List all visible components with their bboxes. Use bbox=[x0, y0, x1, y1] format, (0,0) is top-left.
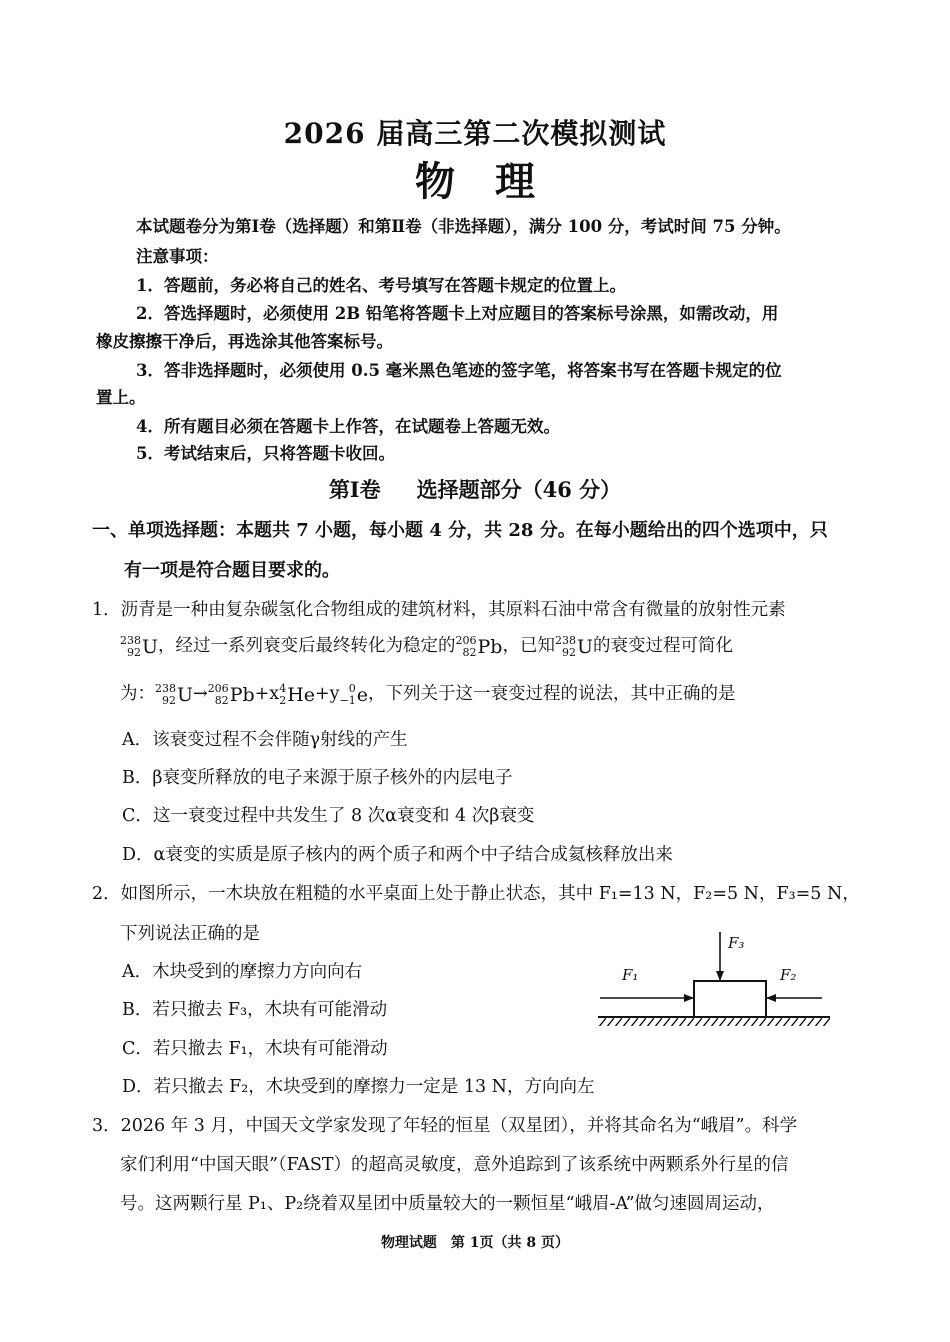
label-f2: F₂ bbox=[780, 966, 797, 984]
nuclide-u238-b: 238 92 U bbox=[554, 633, 593, 659]
notice-item-3a: 3．答非选择题时，必须使用 0.5 毫米黑色笔迹的签字笔，将答案书写在答题卡规定的位 bbox=[136, 361, 782, 380]
q2-option-c: C．若只撤去 F₁，木块有可能滑动 bbox=[122, 1039, 388, 1059]
nuclide-u238: 238 92 U bbox=[120, 633, 159, 659]
q2-option-b: B．若只撤去 F₃，木块有可能滑动 bbox=[122, 1000, 388, 1020]
notice-heading: 注意事项： bbox=[136, 247, 219, 266]
part1-heading-line1: 一、单项选择题：本题共 7 小题，每小题 4 分，共 28 分。在每小题给出的四个选项中，只 bbox=[92, 520, 828, 541]
subject-title: 物理 bbox=[415, 158, 575, 205]
q2-line2: 下列说法正确的是 bbox=[120, 924, 260, 944]
q2-option-a: A．木块受到的摩擦力方向向右 bbox=[122, 962, 363, 982]
q1-line1: 1．沥青是一种由复杂碳氢化合物组成的建筑材料，其原料石油中常含有微量的放射性元素 bbox=[92, 600, 786, 620]
q1-option-a: A．该衰变过程不会伴随γ射线的产生 bbox=[122, 730, 408, 750]
notice-item-2a: 2．答选择题时，必须使用 2B 铅笔将答题卡上对应题目的答案标号涂黑，如需改动，用 bbox=[136, 304, 779, 323]
label-f3: F₃ bbox=[728, 934, 745, 952]
part1-heading-line2: 有一项是符合题目要求的。 bbox=[124, 560, 340, 581]
notice-item-1: 1．答题前，务必将自己的姓名、考号填写在答题卡规定的位置上。 bbox=[136, 276, 626, 295]
section-title bbox=[0, 474, 950, 504]
section-volume: 第Ⅰ卷 bbox=[328, 477, 381, 502]
q1-line2: 238 92 U，经过一系列衰变后最终转化为稳定的 206 82 Pb，已知 238 92 U的衰变过程可简化 bbox=[120, 633, 733, 659]
exam-title: 2026 届高三第二次模拟测试 bbox=[283, 117, 667, 150]
nuclide-pb206: 206 82 Pb bbox=[455, 633, 503, 659]
q3-line2: 家们利用“中国天眼”（FAST）的超高灵敏度，意外追踪到了该系统中两颗系外行星的信 bbox=[120, 1155, 789, 1175]
section-name: 选择题部分（46 分） bbox=[416, 477, 622, 502]
page-footer: 物理试题 第 1页（共 8 页） bbox=[380, 1235, 570, 1251]
label-f1: F₁ bbox=[622, 966, 639, 984]
table-surface-hatch bbox=[598, 1017, 830, 1026]
notice-item-4: 4．所有题目必须在答题卡上作答，在试题卷上答题无效。 bbox=[136, 417, 560, 436]
notice-item-5: 5．考试结束后，只将答题卡收回。 bbox=[136, 444, 395, 463]
q1-option-b: B．β衰变所释放的电子来源于原子核外的内层电子 bbox=[122, 768, 513, 788]
q3-line3: 号。这两颗行星 P₁、P₂绕着双星团中质量较大的一颗恒星“峨眉-A”做匀速圆周运动， bbox=[120, 1194, 775, 1214]
notice-item-3b: 置上。 bbox=[96, 388, 146, 407]
instructions-intro: 本试题卷分为第Ⅰ卷（选择题）和第Ⅱ卷（非选择题），满分 100 分，考试时间 75 分钟。 bbox=[136, 217, 791, 236]
force-diagram bbox=[590, 928, 830, 1028]
notice-item-2b: 橡皮擦擦干净后，再选涂其他答案标号。 bbox=[96, 332, 393, 351]
q2-option-d: D．若只撤去 F₂，木块受到的摩擦力一定是 13 N，方向向左 bbox=[122, 1077, 595, 1097]
q1-line3-equation: 为： 238 92 U→ 206 82 Pb+x 4 2 He+y 0 −1 e，下列关于这一衰变过程的说法，其中正确的是 bbox=[120, 681, 736, 707]
q3-line1: 3．2026 年 3 月，中国天文学家发现了年轻的恒星（双星团），并将其命名为“峨眉”。科学 bbox=[92, 1116, 798, 1136]
q1-option-d: D．α衰变的实质是原子核内的两个质子和两个中子结合成氦核释放出来 bbox=[122, 845, 673, 865]
q2-line1: 2．如图所示，一木块放在粗糙的水平桌面上处于静止状态，其中 F₁=13 N，F₂=5 N，F₃=5 N， bbox=[92, 884, 860, 904]
q1-option-c: C．这一衰变过程中共发生了 8 次α衰变和 4 次β衰变 bbox=[122, 806, 535, 826]
wooden-block bbox=[694, 981, 766, 1017]
